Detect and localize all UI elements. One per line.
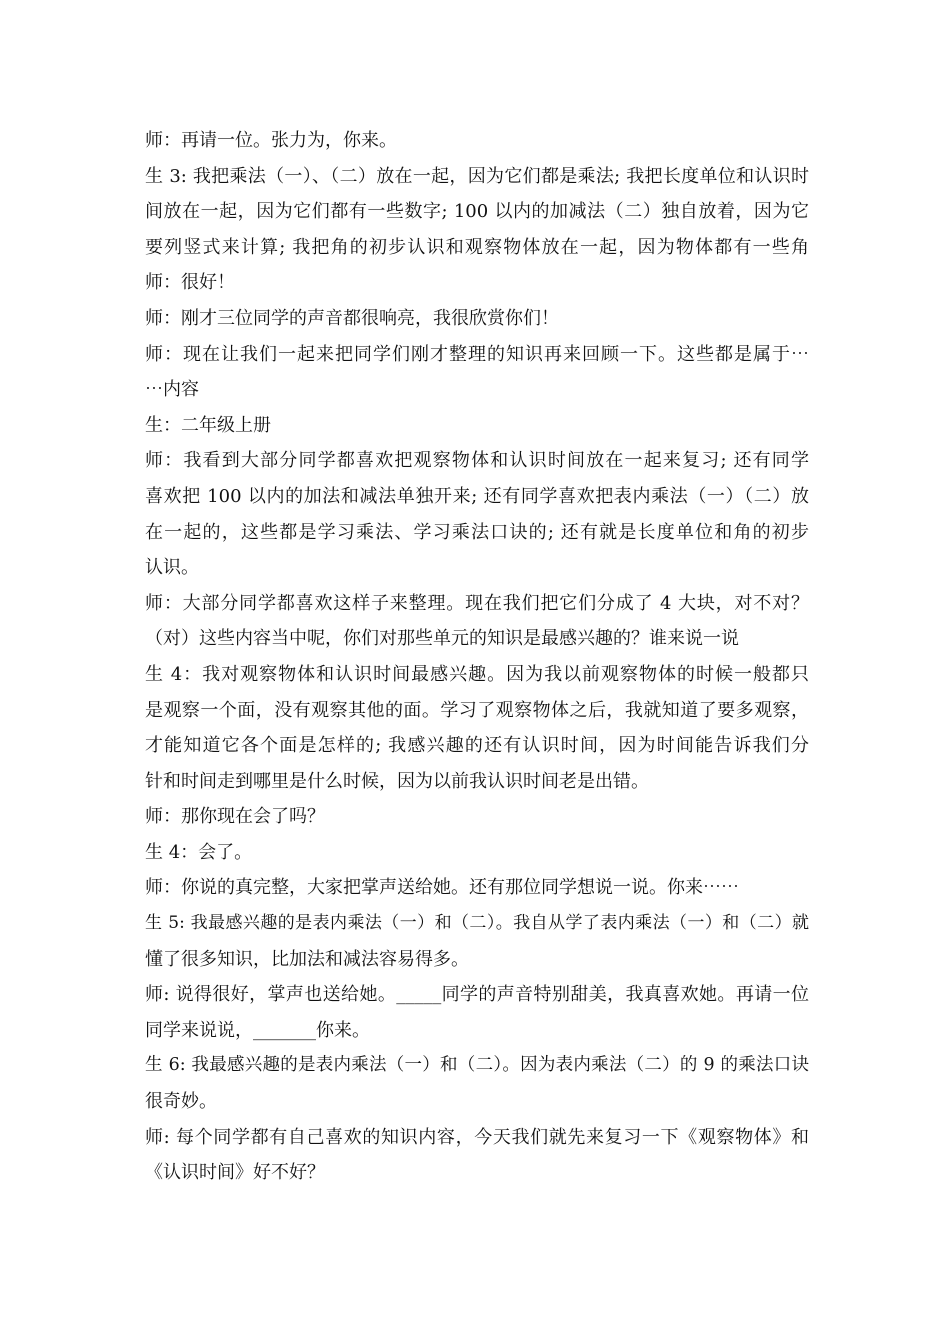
dialogue-line: 在一起的，这些都是学习乘法、学习乘法口诀的; 还有就是长度单位和角的初步 (145, 521, 809, 543)
dialogue-line: 师：大部分同学都喜欢这样子来整理。现在我们把它们分成了 4 大块，对不对？ (145, 592, 809, 614)
dialogue-line: ⋯内容 (145, 379, 199, 401)
dialogue-line: 师：你说的真完整，大家把掌声送给她。还有那位同学想说一说。你来⋯⋯ (145, 877, 739, 899)
dialogue-line: 师：现在让我们一起来把同学们刚才整理的知识再来回顾一下。这些都是属于⋯ (145, 343, 809, 365)
dialogue-line: 同学来说说，_______你来。 (145, 1019, 370, 1041)
dialogue-line: 师: 每个同学都有自己喜欢的知识内容，今天我们就先来复习一下《观察物体》和 (145, 1126, 809, 1148)
dialogue-line: 师：刚才三位同学的声音都很响亮，我很欣赏你们！ (145, 307, 559, 329)
dialogue-line: 师: 说得很好，掌声也送给她。_____同学的声音特别甜美，我真喜欢她。再请一位 (145, 984, 809, 1006)
dialogue-line: 师：再请一位。张力为，你来。 (145, 130, 397, 151)
dialogue-line: 师：那你现在会了吗？ (145, 806, 325, 828)
dialogue-line: 生 5: 我最感兴趣的是表内乘法（一）和（二）。我自从学了表内乘法（一）和（二）就 (145, 913, 809, 934)
dialogue-line: 是观察一个面，没有观察其他的面。学习了观察物体之后，我就知道了要多观察， (145, 699, 809, 721)
dialogue-line: 生 6: 我最感兴趣的是表内乘法（一）和（二）。因为表内乘法（二）的 9 的乘法口诀 (145, 1055, 809, 1076)
dialogue-line: 师：很好！ (145, 272, 235, 294)
dialogue-line: 懂了很多知识，比加法和减法容易得多。 (145, 948, 469, 970)
dialogue-line: 师：我看到大部分同学都喜欢把观察物体和认识时间放在一起来复习; 还有同学 (145, 450, 809, 472)
dialogue-line: 生 4：我对观察物体和认识时间最感兴趣。因为我以前观察物体的时候一般都只 (145, 663, 809, 685)
dialogue-line: 喜欢把 100 以内的加法和减法单独开来; 还有同学喜欢把表内乘法（一）（二）放 (145, 485, 809, 507)
dialogue-line: （对）这些内容当中呢，你们对那些单元的知识是最感兴趣的？谁来说一说 (145, 628, 739, 650)
document-body (145, 123, 809, 1191)
dialogue-line: 生：二年级上册 (145, 414, 271, 436)
dialogue-line: 很奇妙。 (145, 1091, 217, 1113)
dialogue-line: 认识。 (145, 557, 199, 579)
dialogue-line: 生 4：会了。 (145, 841, 253, 863)
dialogue-line: 要列竖式来计算; 我把角的初步认识和观察物体放在一起，因为物体都有一些角 (145, 236, 809, 258)
dialogue-line: 针和时间走到哪里是什么时候，因为以前我认识时间老是出错。 (145, 770, 649, 792)
dialogue-line: 生 3: 我把乘法（一）、（二）放在一起，因为它们都是乘法; 我把长度单位和认识时 (145, 165, 809, 187)
dialogue-line: 间放在一起，因为它们都有一些数字; 100 以内的加减法（二）独自放着，因为它 (145, 201, 809, 223)
dialogue-line: 《认识时间》好不好？ (145, 1162, 325, 1184)
dialogue-line: 才能知道它各个面是怎样的; 我感兴趣的还有认识时间，因为时间能告诉我们分 (145, 735, 809, 757)
